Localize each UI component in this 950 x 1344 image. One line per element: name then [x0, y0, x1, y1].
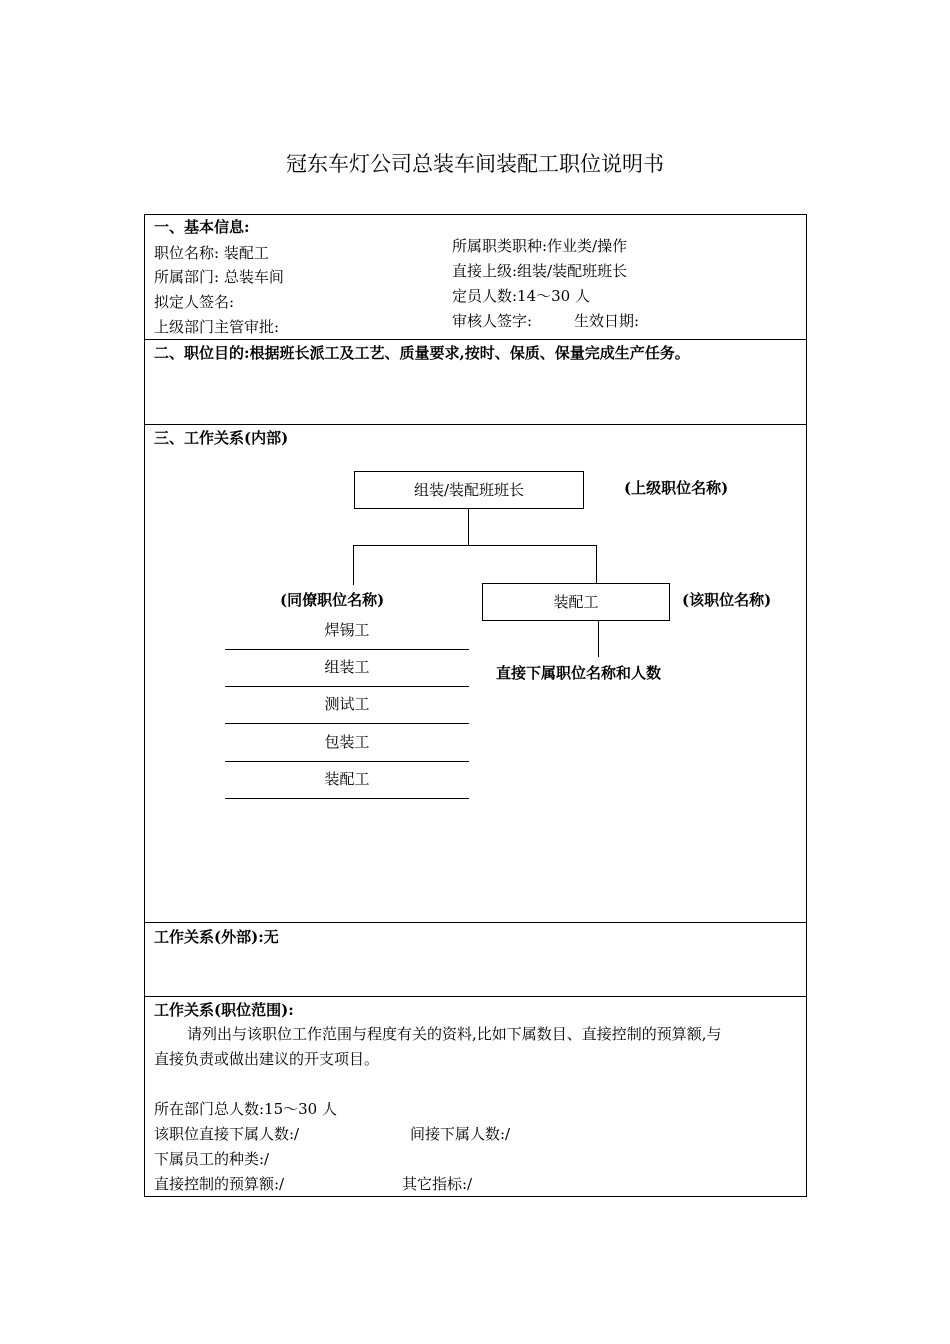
peer-underline: [225, 723, 469, 724]
subordinate-types: 下属员工的种类:/: [154, 1150, 270, 1168]
department: 所属部门: 总装车间: [154, 268, 284, 286]
reviewer-signature: 审核人签字:: [452, 312, 533, 330]
job-category: 所属职类职种:作业类/操作: [452, 237, 628, 255]
effective-date: 生效日期:: [574, 312, 640, 330]
superior-position-box: 组装/装配班班长: [354, 471, 584, 509]
peer-caption: (同僚职位名称): [280, 591, 385, 609]
org-connector: [598, 620, 599, 657]
org-connector: [596, 545, 597, 583]
budget-controlled: 直接控制的预算额:/: [154, 1175, 285, 1193]
peer-position: 装配工: [324, 770, 370, 788]
drafter-signature: 拟定人签名:: [154, 293, 235, 311]
position-name: 职位名称: 装配工: [154, 244, 269, 262]
direct-subordinate-count: 该职位直接下属人数:/: [154, 1125, 300, 1143]
internal-relations-heading: 三、工作关系(内部): [154, 429, 289, 447]
org-connector: [353, 545, 354, 585]
peer-position: 焊锡工: [324, 621, 370, 639]
peer-position: 测试工: [324, 695, 370, 713]
section-divider: [144, 996, 806, 997]
org-connector: [353, 545, 597, 546]
self-position-box: 装配工: [482, 583, 670, 621]
subordinate-caption: 直接下属职位名称和人数: [496, 664, 662, 682]
scope-instruction: 请列出与该职位工作范围与程度有关的资料,比如下属数目、直接控制的预算额,与: [187, 1025, 722, 1043]
supervisor-approval: 上级部门主管审批:: [154, 318, 280, 336]
peer-position: 包装工: [324, 733, 370, 751]
section-divider: [144, 922, 806, 923]
indirect-subordinate-count: 间接下属人数:/: [410, 1125, 511, 1143]
department-total: 所在部门总人数:15～30 人: [154, 1100, 337, 1118]
self-position-caption: (该职位名称): [682, 587, 801, 622]
peer-underline: [225, 761, 469, 762]
org-connector: [468, 508, 469, 545]
peer-underline: [225, 798, 469, 799]
section-divider: [144, 424, 806, 425]
external-relations-heading: 工作关系(外部):无: [154, 928, 279, 946]
superior-caption: (上级职位名称): [624, 479, 729, 497]
scope-heading: 工作关系(职位范围):: [154, 1001, 294, 1019]
position-purpose: 二、职位目的:根据班长派工及工艺、质量要求,按时、保质、保量完成生产任务。: [154, 344, 690, 362]
basic-info-heading: 一、基本信息:: [154, 218, 250, 236]
peer-underline: [225, 686, 469, 687]
page-title: 冠东车灯公司总装车间装配工职位说明书: [286, 152, 664, 176]
peer-position: 组装工: [324, 658, 370, 676]
direct-superior: 直接上级:组装/装配班班长: [452, 262, 628, 280]
section-divider: [144, 339, 806, 340]
peer-underline: [225, 649, 469, 650]
scope-instruction-cont: 直接负责或做出建议的开支项目。: [154, 1050, 380, 1068]
headcount: 定员人数:14～30 人: [452, 287, 590, 305]
other-indicators: 其它指标:/: [402, 1175, 473, 1193]
